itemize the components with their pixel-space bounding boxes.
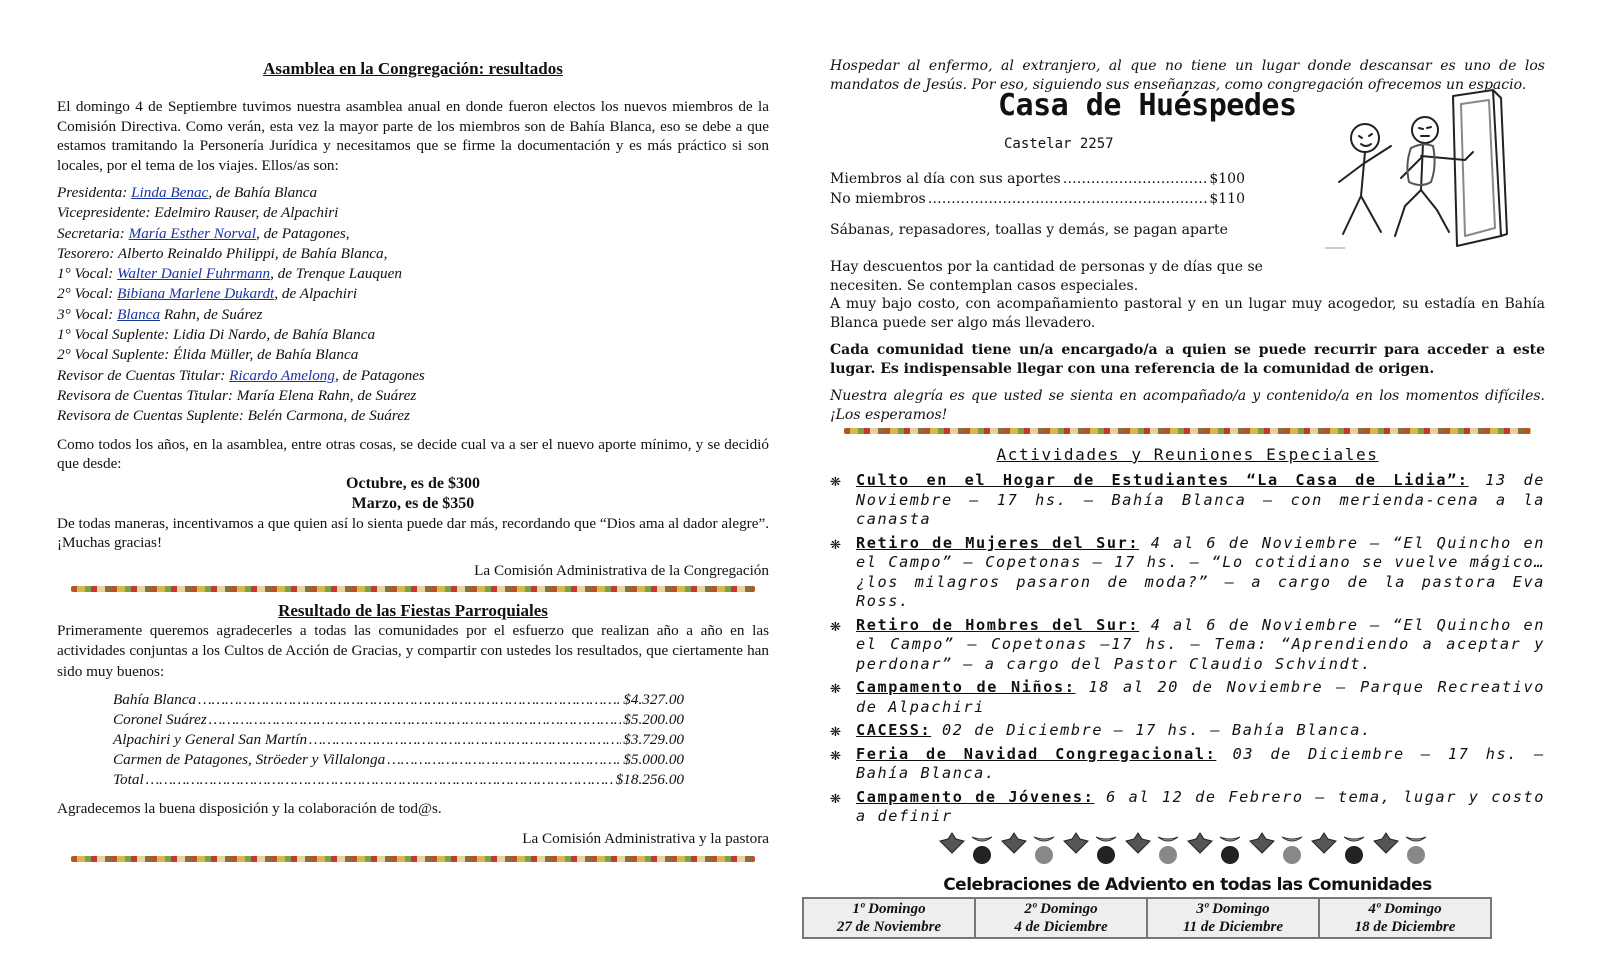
ribbon-bow <box>1406 837 1426 841</box>
activity-item <box>830 721 1545 741</box>
advent-ornament-banner <box>938 831 1438 877</box>
ribbon-bow <box>1344 837 1364 841</box>
aporte-marzo: Marzo, es de $350 <box>351 494 475 512</box>
asterisk-bullet-icon: ❋ <box>830 470 841 491</box>
huespedes-title: Casa de Huéspedes <box>998 88 1297 123</box>
roster-line: Vicepresidente: Edelmiro Rauser, de Alpachiri <box>57 204 339 222</box>
huespedes-note: Cada comunidad tiene un/a encargado/a a quien se puede recurrir para acceder a este lugar. Es indispensable llegar con una referencia de la comunidad de origen. <box>830 342 1545 377</box>
fiestas-results <box>113 690 684 790</box>
holly-leaf <box>1312 833 1336 853</box>
advent-sunday-cell: 1º Domingo 27 de Noviembre <box>803 898 975 938</box>
left-column <box>57 0 769 862</box>
adviento-title: Celebraciones de Adviento en todas las Comunidades <box>943 874 1432 895</box>
asterisk-bullet-icon: ❋ <box>830 677 841 698</box>
fiestas-thanks: Agradecemos la buena disposición y la colaboración de tod@s. <box>57 800 442 818</box>
roster-line: Revisor de Cuentas Titular: Ricardo Amelong, de Patagones <box>57 366 425 384</box>
ornament-ball <box>1221 846 1239 864</box>
huespedes-prices <box>830 169 1245 209</box>
result-row: Coronel Suárez ……………………………………………………………………………………………………………………… $5.200.00 <box>113 710 684 730</box>
asterisk-bullet-icon: ❋ <box>830 720 841 741</box>
roster-line: Revisora de Cuentas Suplente: Belén Carmona, de Suárez <box>57 407 410 425</box>
roster-line: 3° Vocal: Blanca Rahn, de Suárez <box>57 305 263 323</box>
asterisk-bullet-icon: ❋ <box>830 743 841 765</box>
right-column <box>830 0 1545 939</box>
fiestas-intro: Primeramente queremos agradecerles a todas las comunidades por el esfuerzo que realizan año a año en las actividades conjuntas a los Cultos de Acción de Gracias, y compartir con ustedes los resultados, que ciertamente han sido muy buenos: <box>57 621 769 680</box>
activity-item <box>830 788 1545 827</box>
ribbon-bow <box>972 837 992 841</box>
member-name-link[interactable]: María Esther Norval <box>128 224 256 242</box>
ornament-ball <box>973 846 991 864</box>
result-row: Alpachiri y General San Martín ……………………………………………………………………………………………………………………… $3.729.00 <box>113 730 684 750</box>
huespedes-address: Castelar 2257 <box>1004 136 1114 152</box>
huespedes-closing: Nuestra alegría es que usted se sienta en acompañado/a y contenido/a en los momentos difíciles. ¡Los esperamos! <box>830 388 1545 423</box>
holly-leaf <box>1188 833 1212 853</box>
activity-item <box>830 471 1545 530</box>
adviento-table <box>802 897 1492 939</box>
holly-leaf <box>1064 833 1088 853</box>
ornament-ball <box>1345 846 1363 864</box>
ornament-ball <box>1035 846 1053 864</box>
advent-sunday-cell: 4º Domingo 18 de Diciembre <box>1319 898 1491 938</box>
price-row: No miembros ……………………………………………………………………………………………………………………… $110 <box>830 189 1245 209</box>
member-name-link[interactable]: Linda Benac <box>131 184 209 201</box>
activity-item <box>830 745 1545 784</box>
result-row: Bahía Blanca ……………………………………………………………………………………………………………………… $4.327.00 <box>113 690 684 710</box>
ornament-ball <box>1159 846 1177 864</box>
activity-details: 4 al 6 de Noviembre – “El Quincho en el Campo” – Copetonas –17 hs. – Tema: “Aprendiendo a aceptar y perdonar” – a cargo del Pastor Claudio Schvindt. <box>856 615 1545 673</box>
result-row: Total ……………………………………………………………………………………………………………………… $18.256.00 <box>113 770 684 790</box>
activity-details: 13 de Noviembre – 17 hs. – Bahía Blanca – con merienda-cena a la canasta <box>856 471 1545 528</box>
activity-details: 02 de Diciembre – 17 hs. – Bahía Blanca. <box>931 721 1372 739</box>
huespedes-discounts: Hay descuentos por la cantidad de personas y de días que se necesiten. Se contemplan casos especiales. <box>830 259 1263 294</box>
advent-sunday-cell: 3º Domingo 11 de Diciembre <box>1147 898 1319 938</box>
activity-item <box>830 616 1545 675</box>
huespedes-block <box>830 88 1545 254</box>
ribbon-bow <box>1282 837 1302 841</box>
holly-leaf <box>940 833 964 853</box>
ornament-ball <box>1283 846 1301 864</box>
holly-leaf <box>1374 833 1398 853</box>
roster-line: Tesorero: Alberto Reinaldo Philippi, de Bahía Blanca, <box>57 244 388 262</box>
ribbon-bow <box>1034 837 1054 841</box>
holly-leaf <box>1126 833 1150 853</box>
actividades-title: Actividades y Reuniones Especiales <box>996 445 1379 464</box>
roster-line: 2° Vocal Suplente: Élida Müller, de Bahía Blanca <box>57 346 359 364</box>
activity-title: CACESS: <box>856 721 932 739</box>
asterisk-bullet-icon: ❋ <box>830 532 841 554</box>
asamblea-roster <box>57 183 769 427</box>
ribbon-bow <box>1158 837 1178 841</box>
activity-title: Culto en el Hogar de Estudiantes “La Casa de Lidia”: <box>856 471 1469 489</box>
asamblea-title: Asamblea en la Congregación: resultados <box>263 59 563 78</box>
actividades-list <box>830 471 1545 827</box>
result-row: Carmen de Patagones, Ströeder y Villalonga ……………………………………………………………………………………………………………………… $5.000.00 <box>113 750 684 770</box>
asamblea-intro: El domingo 4 de Septiembre tuvimos nuestra asamblea anual en donde fueron electos los nuevos miembros de la Comisión Directiva. Como verán, esta vez la mayor parte de los miembros son de Bahía Blanca, eso se debe a que estamos tramitando la Personería Jurídica y necesitamos que se firme la documentación y es más práctico si son locales, por el tema de los viajes. Ellos/as son: <box>57 98 769 174</box>
roster-line: 1° Vocal Suplente: Lidia Di Nardo, de Bahía Blanca <box>57 326 376 344</box>
member-name-link[interactable]: Bibiana Marlene Dukardt <box>117 285 275 303</box>
activity-title: Retiro de Mujeres del Sur: <box>856 533 1140 552</box>
asamblea-signature: La Comisión Administrativa de la Congregación <box>474 561 769 579</box>
huespedes-cost: A muy bajo costo, con acompañamiento pastoral y en un lugar muy acogedor, su estadía en Bahía Blanca puede ser algo más llevadero. <box>830 296 1545 331</box>
holly-leaf <box>1002 833 1026 853</box>
roster-line: Presidenta: Linda Benac, de Bahía Blanca <box>57 184 318 201</box>
activity-title: Feria de Navidad Congregacional: <box>856 744 1217 763</box>
activity-details: 18 al 20 de Noviembre – Parque Recreativo de Alpachiri <box>856 678 1545 716</box>
activity-title: Campamento de Jóvenes: <box>856 787 1095 806</box>
price-row: Miembros al día con sus aportes ……………………………………………………………………………………………………………………… $100 <box>830 169 1245 189</box>
holly-leaf <box>1250 833 1274 853</box>
asterisk-bullet-icon: ❋ <box>830 614 841 636</box>
huespedes-intro: Hospedar al enfermo, al extranjero, al que no tiene un lugar donde descansar es uno de los mandatos de Jesús. Por eso, siguiendo sus enseñanzas, como congregación ofrecemos un espacio. <box>830 58 1545 93</box>
fiestas-signature: La Comisión Administrativa y la pastora <box>522 829 769 847</box>
roster-line: 1° Vocal: Walter Daniel Fuhrmann, de Trenque Lauquen <box>57 265 402 283</box>
activity-item <box>830 678 1545 717</box>
door-cartoon-illustration <box>1325 86 1535 256</box>
roster-line: 2° Vocal: Bibiana Marlene Dukardt, de Alpachiri <box>57 285 358 303</box>
member-name-link[interactable]: Blanca <box>117 305 161 323</box>
activity-title: Retiro de Hombres del Sur: <box>856 615 1140 634</box>
activity-item <box>830 534 1545 612</box>
fiestas-title: Resultado de las Fiestas Parroquiales <box>278 600 548 620</box>
adviento-row <box>803 898 1491 938</box>
asterisk-bullet-icon: ❋ <box>830 786 841 808</box>
advent-sunday-cell: 2º Domingo 4 de Diciembre <box>975 898 1147 938</box>
ribbon-bow <box>1220 837 1240 841</box>
divider <box>844 428 1531 434</box>
aporte-text: Como todos los años, en la asamblea, entre otras cosas, se decide cual va a ser el nuevo aporte mínimo, y se decidió que desde: <box>57 435 769 473</box>
roster-line: Revisora de Cuentas Titular: María Elena Rahn, de Suárez <box>57 386 417 404</box>
member-name-link[interactable]: Ricardo Amelong <box>229 366 335 384</box>
ornament-ball <box>1097 846 1115 864</box>
member-name-link[interactable]: Walter Daniel Fuhrmann <box>117 265 271 283</box>
aporte-octubre: Octubre, es de $300 <box>346 474 480 492</box>
ornament-ball <box>1407 846 1425 864</box>
ribbon-bow <box>1096 837 1116 841</box>
activity-title: Campamento de Niños: <box>856 678 1076 696</box>
roster-line: Secretaria: María Esther Norval, de Patagones, <box>57 224 350 242</box>
activity-details: 6 al 12 de Febrero – tema, lugar y costo a definir <box>856 787 1545 825</box>
divider <box>71 856 755 862</box>
activity-details: 03 de Diciembre – 17 hs. – Bahía Blanca. <box>856 744 1545 782</box>
huespedes-extras: Sábanas, repasadores, toallas y demás, se pagan aparte <box>830 222 1228 238</box>
activity-details: 4 al 6 de Noviembre – “El Quincho en el Campo” – Copetonas – 17 hs. – “Lo cotidiano se vuelve mágico… ¿los milagros pasaron de moda?” – a cargo de la pastora Eva Ross. <box>856 533 1545 610</box>
divider <box>71 586 755 592</box>
asamblea-closing: De todas maneras, incentivamos a que quien así lo sienta puede dar más, recordando que “Dios ama al dador alegre”. ¡Muchas gracias! <box>57 514 769 552</box>
